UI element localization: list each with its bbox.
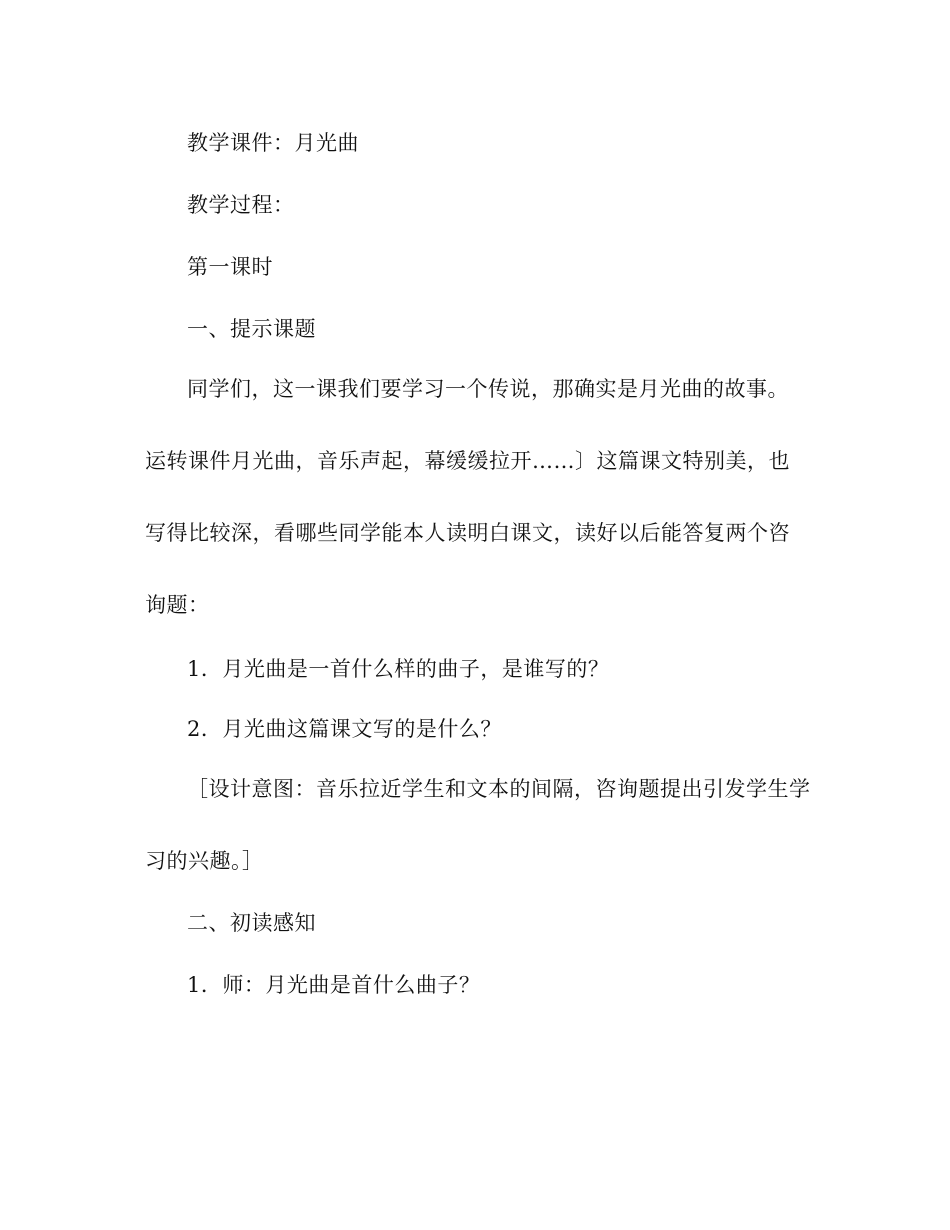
paragraph-line: 写得比较深，看哪些同学能本人读明白课文，读好以后能答复两个咨	[145, 521, 790, 545]
design-intent-note: ［设计意图：音乐拉近学生和文本的间隔，咨询题提出引发学生学	[187, 777, 811, 801]
paragraph-line: 运转课件月光曲，音乐声起，幕缓缓拉开……〕这篇课文特别美，也	[145, 449, 790, 473]
question-item: 2．月光曲这篇课文写的是什么？	[187, 717, 502, 741]
teaching-process-heading: 教学过程：	[187, 193, 295, 217]
first-lesson-heading: 第一课时	[187, 255, 273, 279]
section-one-heading: 一、提示课题	[187, 317, 316, 341]
paragraph-line: 同学们，这一课我们要学习一个传说，那确实是月光曲的故事。	[187, 377, 789, 401]
question-item: 1．月光曲是一首什么样的曲子，是谁写的？	[187, 657, 610, 681]
section-two-heading: 二、初读感知	[187, 911, 316, 935]
list-item: 1．师：月光曲是首什么曲子？	[187, 973, 481, 997]
courseware-title: 教学课件：月光曲	[187, 131, 359, 155]
design-intent-note: 习的兴趣。］	[145, 849, 264, 873]
paragraph-line: 询题：	[145, 593, 210, 617]
